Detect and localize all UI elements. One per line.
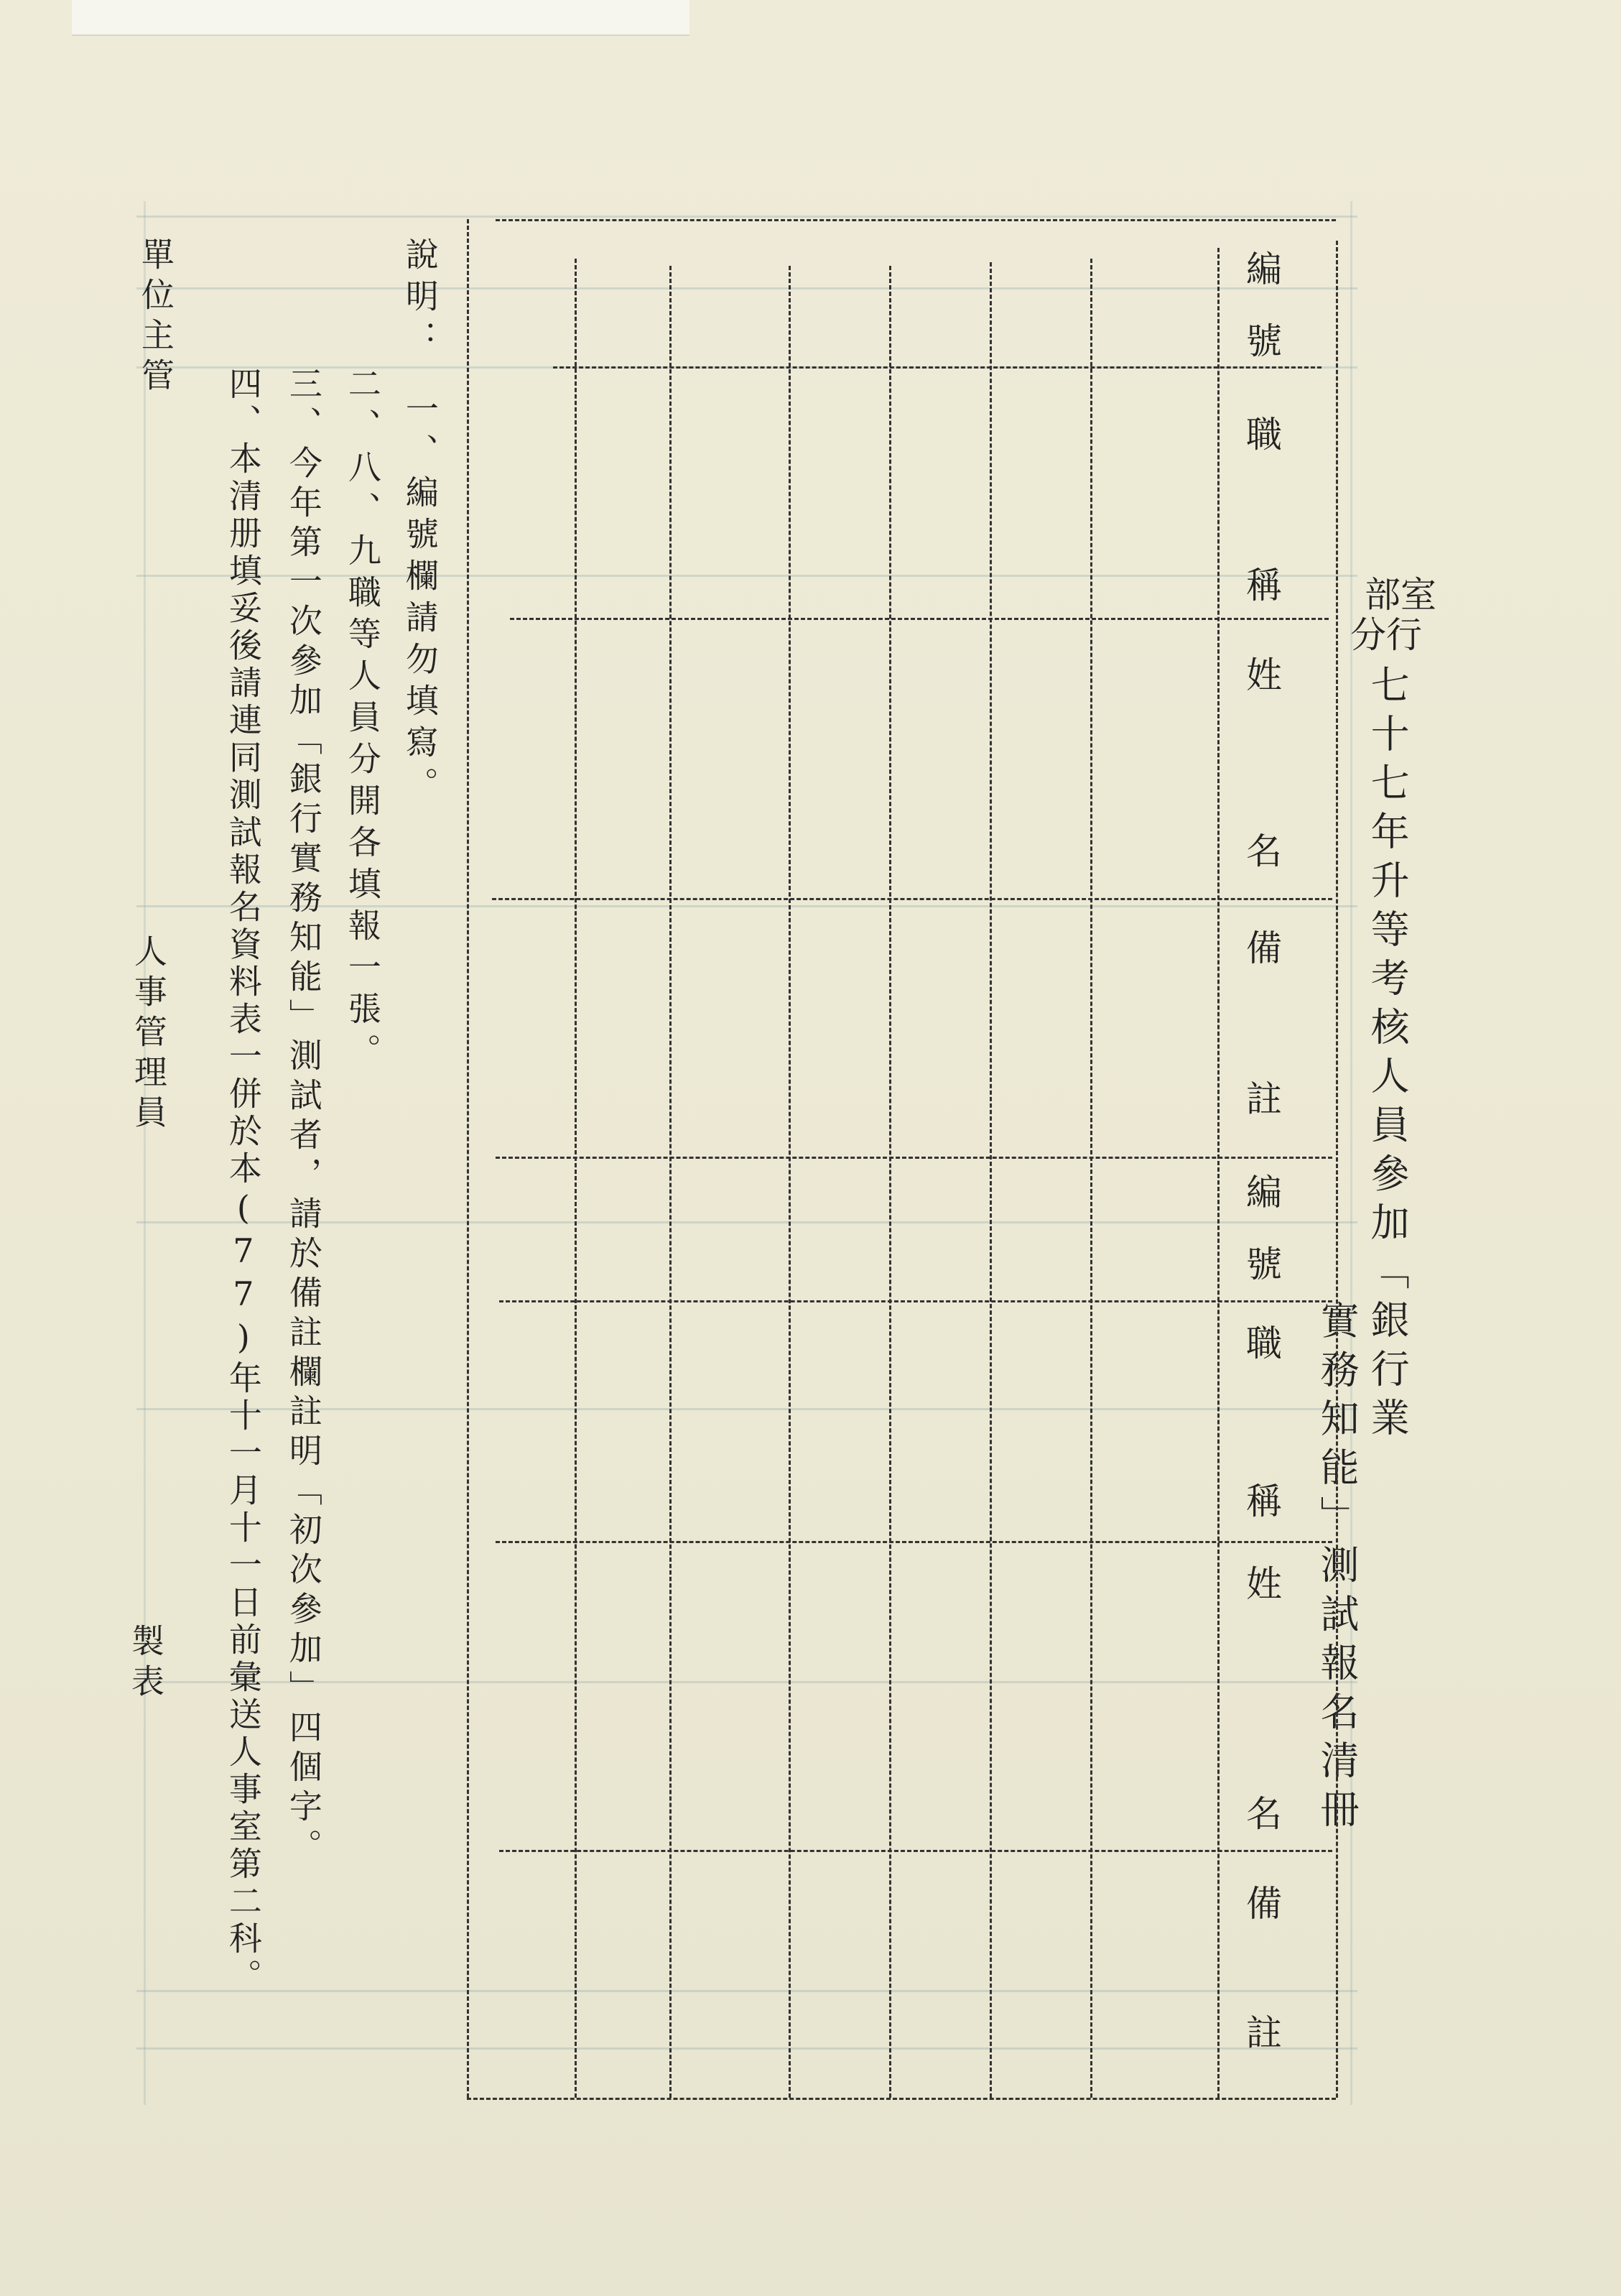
header-char: 號 <box>1246 320 1282 362</box>
header-char: 名 <box>1246 1793 1282 1835</box>
unit-dept-label: 部室 <box>1365 574 1436 616</box>
row-divider <box>496 1541 1332 1543</box>
column-divider <box>1090 259 1092 2098</box>
page-title-line2: 實務知能」測試報名清冊 <box>1314 1300 1360 1838</box>
header-char: 稱 <box>1246 565 1282 606</box>
notes-heading: 說明： <box>400 237 440 362</box>
column-divider <box>990 262 992 2098</box>
table-border-bottom <box>467 2098 1336 2100</box>
unit-label <box>1350 575 1436 654</box>
header-char: 職 <box>1246 414 1282 455</box>
row-divider <box>492 898 1332 900</box>
table-border-left <box>467 219 469 2098</box>
column-divider <box>789 266 791 2098</box>
header-char: 編 <box>1246 1172 1282 1213</box>
page-title-line1: 七十七年升等考核人員參加「銀行業 <box>1365 665 1411 1446</box>
torn-corner-paper <box>72 0 689 36</box>
row-divider <box>553 366 1322 369</box>
column-divider <box>669 266 672 2098</box>
row-divider <box>510 618 1329 620</box>
row-divider <box>499 1300 1332 1302</box>
table-border-top <box>496 219 1336 221</box>
note-item-4: 四、本清册填妥後請連同測試報名資料表一併於本(77)年十一月十一日前彙送人事室第二科。 <box>223 366 263 1996</box>
header-char: 備 <box>1246 927 1282 969</box>
note-item-1: 一、編號欄請勿填寫。 <box>400 392 440 808</box>
header-char: 名 <box>1246 830 1282 872</box>
supervisor-label: 單位主管 <box>136 237 175 398</box>
header-char: 編 <box>1246 249 1282 290</box>
header-char: 稱 <box>1246 1481 1282 1522</box>
column-divider <box>1217 248 1220 2098</box>
header-char: 註 <box>1246 1078 1282 1120</box>
header-char: 姓 <box>1246 654 1282 696</box>
registration-table <box>467 219 1336 2098</box>
prepared-by-label: 製表 <box>126 1624 165 1704</box>
header-char: 備 <box>1246 1883 1282 1925</box>
note-item-2: 二、八、九職等人員分開各填報一張。 <box>343 366 382 1075</box>
column-divider <box>889 266 891 2098</box>
header-char: 號 <box>1246 1244 1282 1285</box>
header-char: 姓 <box>1246 1563 1282 1605</box>
unit-branch-label: 分行 <box>1350 614 1422 656</box>
header-char: 註 <box>1246 2012 1282 2054</box>
note-item-3: 三、今年第一次參加「銀行實務知能」測試者，請於備註欄註明「初次參加」四個字。 <box>284 366 323 1868</box>
row-divider <box>499 1850 1332 1852</box>
column-divider <box>575 259 577 2098</box>
table-border-right <box>1336 241 1338 2098</box>
hr-officer-label: 人事管理員 <box>129 934 168 1135</box>
header-char: 職 <box>1246 1323 1282 1364</box>
row-divider <box>496 1157 1332 1159</box>
